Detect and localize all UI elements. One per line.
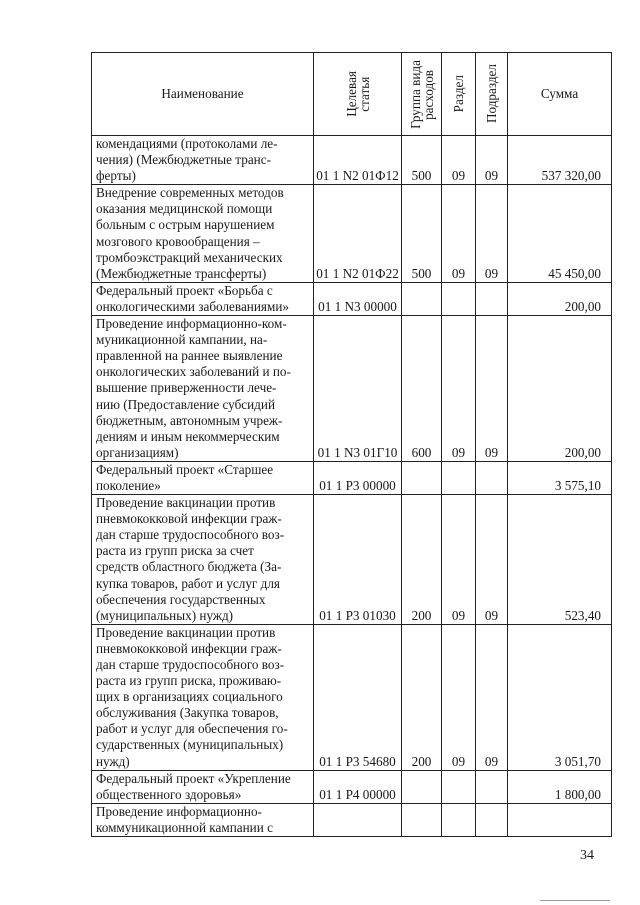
- row-section: [442, 495, 476, 625]
- header-sum: Сумма: [508, 53, 612, 136]
- row-sum: [508, 461, 612, 494]
- row-target-article-value: 01 1 P3 01030: [319, 607, 396, 623]
- row-subsection: [476, 316, 508, 462]
- table-row: [92, 282, 612, 315]
- row-name-line: купка товаров, работ и услуг для: [96, 575, 280, 591]
- row-subsection: [476, 185, 508, 283]
- table-header-row: [92, 53, 612, 136]
- row-expense-group-value: 200: [411, 607, 432, 623]
- row-name-line: вышение приверженности лече-: [96, 380, 277, 396]
- row-sum: [508, 495, 612, 625]
- row-target-article-value: 01 1 N2 01Ф12: [316, 168, 399, 184]
- row-name-line: оказания медицинской помощи: [96, 201, 273, 217]
- row-section: [442, 282, 476, 315]
- row-sum: [508, 282, 612, 315]
- row-name-line: дан старше трудоспособного воз-: [96, 657, 285, 672]
- row-expense-group-value: 600: [411, 444, 432, 460]
- row-section-value: 09: [451, 444, 466, 460]
- row-subsection-value: 09: [484, 607, 499, 623]
- row-name-line: онкологическими заболеваниями»: [96, 298, 289, 314]
- row-name-line: работ и услуг для обеспечения го-: [96, 721, 288, 737]
- table-body: [92, 136, 612, 837]
- row-name-line: муникационной кампании, на-: [96, 332, 268, 348]
- row-name-line: обеспечения государственных: [96, 591, 266, 607]
- row-name: [92, 803, 314, 836]
- row-sum-value: 3 575,10: [554, 477, 601, 493]
- row-sum: [508, 316, 612, 462]
- table-row: [92, 770, 612, 803]
- row-subsection: [476, 803, 508, 836]
- row-name-line: нужд): [96, 753, 130, 769]
- row-name: [92, 316, 314, 462]
- row-sum: [508, 624, 612, 770]
- header-expense-group: Группа вида расходов: [402, 53, 442, 136]
- row-name-line: Проведение вакцинации против: [96, 495, 276, 511]
- row-target-article-value: 01 1 P3 00000: [319, 477, 396, 493]
- row-name-line: онкологических заболеваний и по-: [96, 364, 291, 380]
- row-expense-group: [402, 461, 442, 494]
- row-name-line: Проведение информационно-ком-: [96, 316, 287, 332]
- row-expense-group-value: 500: [411, 265, 432, 281]
- row-name-line: тромбоэкстракций механических: [96, 249, 283, 265]
- row-name-line: пневмококковой инфекции граж-: [96, 511, 282, 527]
- header-target-article: Целевая статья: [314, 53, 402, 136]
- row-name-line: щих в организациях социального: [96, 689, 283, 705]
- row-name-line: организациям): [96, 444, 179, 460]
- row-name: [92, 136, 314, 185]
- row-target-article: [314, 495, 402, 625]
- row-target-article: [314, 316, 402, 462]
- row-name-line: коммуникационной кампании с: [96, 819, 273, 835]
- row-subsection-value: 09: [484, 168, 499, 184]
- row-name: [92, 461, 314, 494]
- row-name-line: Федеральный проект «Борьба с: [96, 282, 273, 298]
- row-target-article: [314, 185, 402, 283]
- row-name-line: дениям и иным некоммерческим: [96, 428, 280, 444]
- row-sum-value: 537 320,00: [541, 168, 601, 184]
- row-section: [442, 624, 476, 770]
- row-subsection-value: 09: [484, 265, 499, 281]
- row-name-line: обслуживания (Закупка товаров,: [96, 705, 279, 721]
- row-sum-value: 3 051,70: [554, 753, 601, 769]
- row-name: [92, 282, 314, 315]
- budget-table: [91, 52, 612, 837]
- row-section: [442, 803, 476, 836]
- page-number: 34: [580, 848, 594, 863]
- row-name-line: чения) (Межбюджетные транс-: [96, 152, 271, 168]
- row-target-article: [314, 461, 402, 494]
- row-expense-group: [402, 624, 442, 770]
- row-sum: [508, 770, 612, 803]
- row-name-line: Проведение информационно-: [96, 803, 262, 819]
- row-expense-group-value: 200: [411, 753, 432, 769]
- header-name: Наименование: [92, 53, 314, 136]
- row-subsection: [476, 624, 508, 770]
- table-row: [92, 316, 612, 462]
- row-name-line: ферты): [96, 168, 136, 184]
- row-target-article-value: 01 1 N3 01Г10: [317, 444, 398, 460]
- row-subsection: [476, 770, 508, 803]
- row-target-article: [314, 282, 402, 315]
- row-name-line: общественного здоровья»: [96, 786, 242, 802]
- row-expense-group: [402, 136, 442, 185]
- row-target-article: [314, 803, 402, 836]
- row-target-article-value: 01 1 N3 00000: [318, 298, 397, 314]
- row-subsection-value: 09: [484, 753, 499, 769]
- row-sum-value: 200,00: [564, 298, 601, 314]
- row-name: [92, 770, 314, 803]
- row-section: [442, 185, 476, 283]
- row-name-line: пневмококковой инфекции граж-: [96, 640, 282, 656]
- row-sum: [508, 803, 612, 836]
- row-target-article: [314, 136, 402, 185]
- row-expense-group-value: 500: [411, 168, 432, 184]
- row-name: [92, 624, 314, 770]
- corner-line: [540, 900, 610, 901]
- row-name-line: Проведение вакцинации против: [96, 624, 276, 640]
- row-name-line: мозгового кровообращения –: [96, 233, 260, 249]
- row-name-line: (муниципальных) нужд): [96, 607, 234, 623]
- row-name: [92, 495, 314, 625]
- row-expense-group: [402, 282, 442, 315]
- row-target-article-value: 01 1 P3 54680: [319, 753, 396, 769]
- row-subsection: [476, 495, 508, 625]
- row-section-value: 09: [451, 607, 466, 623]
- row-sum-value: 45 450,00: [548, 265, 601, 281]
- row-name-line: дан старше трудоспособного воз-: [96, 527, 285, 543]
- row-subsection: [476, 136, 508, 185]
- row-sum: [508, 136, 612, 185]
- row-target-article-value: 01 1 P4 00000: [319, 786, 396, 802]
- row-section: [442, 136, 476, 185]
- row-name-line: средств областного бюджета (За-: [96, 559, 282, 575]
- row-subsection-value: 09: [484, 444, 499, 460]
- header-section: Раздел: [442, 53, 476, 136]
- row-sum-value: 1 800,00: [554, 786, 601, 802]
- row-section-value: 09: [451, 168, 466, 184]
- row-name-line: комендациями (протоколами ле-: [96, 136, 278, 151]
- row-section-value: 09: [451, 753, 466, 769]
- row-name-line: Федеральный проект «Старшее: [96, 461, 274, 477]
- table-row: [92, 495, 612, 625]
- row-name-line: Внедрение современных методов: [96, 185, 284, 201]
- row-sum: [508, 185, 612, 283]
- row-section: [442, 770, 476, 803]
- table-row: [92, 803, 612, 836]
- row-expense-group: [402, 185, 442, 283]
- row-sum-value: 523,40: [564, 607, 601, 623]
- table-row: [92, 461, 612, 494]
- row-name: [92, 185, 314, 283]
- row-name-line: нию (Предоставление субсидий: [96, 396, 276, 412]
- row-expense-group: [402, 770, 442, 803]
- table-row: [92, 136, 612, 185]
- row-expense-group: [402, 316, 442, 462]
- row-target-article-value: 01 1 N2 01Ф22: [316, 265, 399, 281]
- row-name-line: бюджетным, автономным учреж-: [96, 412, 283, 428]
- row-name-line: (Межбюджетные трансферты): [96, 265, 267, 281]
- row-section: [442, 316, 476, 462]
- row-name-line: правленной на раннее выявление: [96, 348, 283, 364]
- table-row: [92, 624, 612, 770]
- row-subsection: [476, 461, 508, 494]
- row-name-line: сударственных (муниципальных): [96, 737, 284, 753]
- row-target-article: [314, 770, 402, 803]
- header-subsection: Подраздел: [476, 53, 508, 136]
- row-name-line: больным с острым нарушением: [96, 217, 275, 233]
- row-sum-value: 200,00: [564, 444, 601, 460]
- row-target-article: [314, 624, 402, 770]
- table-row: [92, 185, 612, 283]
- row-expense-group: [402, 803, 442, 836]
- row-subsection: [476, 282, 508, 315]
- row-name-line: Федеральный проект «Укрепление: [96, 770, 291, 786]
- row-section-value: 09: [451, 265, 466, 281]
- row-name-line: поколение»: [96, 477, 161, 493]
- row-name-line: раста из групп риска за счет: [96, 543, 254, 559]
- row-section: [442, 461, 476, 494]
- row-name-line: раста из групп риска, проживаю-: [96, 673, 282, 689]
- row-expense-group: [402, 495, 442, 625]
